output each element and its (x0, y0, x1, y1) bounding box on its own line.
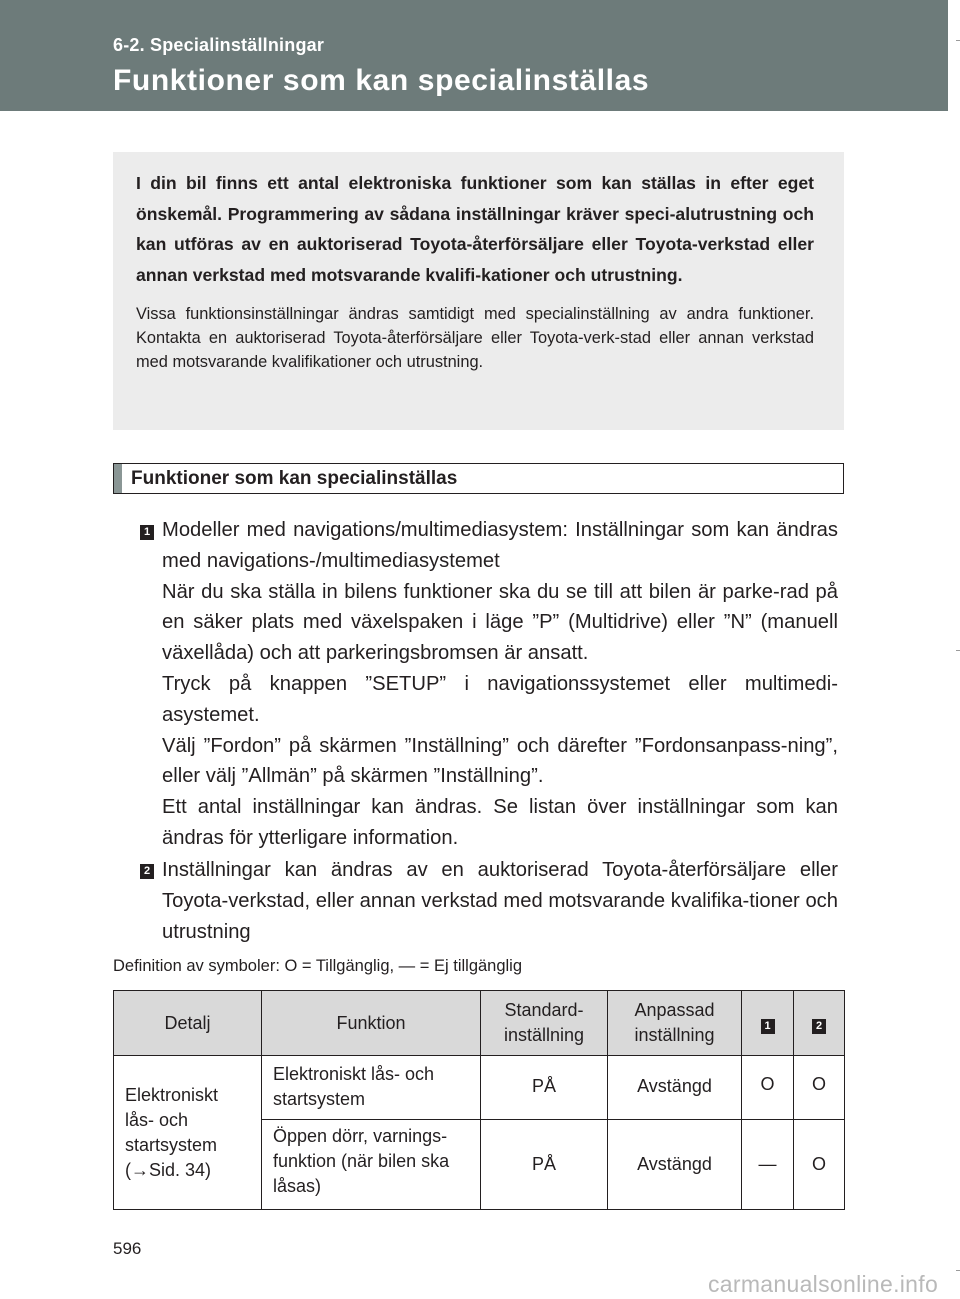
cell-custom: Avstängd (608, 1120, 742, 1210)
cell-col-1: O (742, 1056, 794, 1120)
cell-function: Öppen dörr, varnings-funktion (när bilen ska låsas) (262, 1120, 481, 1210)
cell-function: Elektroniskt lås- och startsystem (262, 1056, 481, 1120)
trim-mark (956, 650, 960, 651)
trim-mark (956, 1270, 960, 1271)
header-function: Funktion (262, 991, 481, 1056)
cell-detail: Elektroniskt lås- och startsystem (→Sid. 34) (114, 1056, 262, 1210)
table-row (114, 1056, 845, 1120)
section-heading (113, 463, 844, 494)
cell-standard: PÅ (481, 1120, 608, 1210)
cell-col-1: — (742, 1120, 794, 1210)
cell-standard: PÅ (481, 1056, 608, 1120)
item-number-badge: 1 (140, 525, 154, 540)
section-heading-text: Funktioner som kan specialinställas (131, 468, 458, 489)
list-item-navigation (162, 515, 838, 854)
watermark: carmanualsonline.info (708, 1271, 939, 1297)
cell-custom: Avstängd (608, 1056, 742, 1120)
symbol-definition: Definition av symboler: O = Tillgänglig, — = Ej tillgänglig (113, 957, 523, 975)
number-badge: 2 (812, 1019, 826, 1034)
item-paragraph: Ett antal inställningar kan ändras. Se listan över inställningar som kan ändras för ytterligare information. (162, 796, 838, 849)
intro-note-text: Vissa funktionsinställningar ändras samtidigt med specialinställning av andra funktioner. Kontakta en auktoriserad Toyota-återförsäljare eller Toyota-verk-stad eller annan verkstad med motsvarande kvalifikationer och utrustning. (136, 305, 814, 371)
item-paragraph: Tryck på knappen ”SETUP” i navigationssystemet eller multimedi-asystemet. (162, 672, 838, 726)
header-custom: Anpassad inställning (608, 991, 742, 1056)
item-number-badge: 2 (140, 864, 154, 879)
header-detail: Detalj (114, 991, 262, 1056)
settings-table (113, 990, 845, 1210)
cell-col-2: O (794, 1120, 845, 1210)
section-label: 6-2. Specialinställningar (113, 35, 325, 55)
heading-bar (114, 464, 122, 493)
item-paragraph: När du ska ställa in bilens funktioner ska du se till att bilen är parke-rad på en säker plats med växelspaken i läge ”P” (Multidrive) eller ”N” (manuell växellåda) och att parkeringsbromsen är ansatt. (162, 580, 838, 665)
item-paragraph: Välj ”Fordon” på skärmen ”Inställning” och därefter ”Fordonsanpass-ning”, eller välj ”Allmän” på skärmen ”Inställning”. (162, 734, 838, 788)
item-paragraph: Inställningar kan ändras av en auktoriserad Toyota-återförsäljare eller Toyota-verkstad, eller annan verkstad med motsvarande kvalifika-tioner och utrustning (162, 859, 838, 943)
page-number: 596 (113, 1239, 142, 1258)
list-item-dealer (162, 855, 838, 947)
cell-col-2: O (794, 1056, 845, 1120)
page-title: Funktioner som kan specialinställas (113, 64, 650, 97)
header-standard: Standard-inställning (481, 991, 608, 1056)
header-col-2 (794, 991, 845, 1056)
table-header-row (114, 991, 845, 1056)
intro-bold-text: I din bil finns ett antal elektroniska funktioner som kan ställas in efter eget önskemål. Programmering av sådana inställningar kräver speci-alutrustning och kan utföras av en auktoriserad Toyota-återförsäljare eller Toyota-verkstad eller annan verkstad med motsvarande kvalifi-kationer och utrustning. (136, 173, 814, 285)
trim-mark (956, 40, 960, 41)
header-col-1 (742, 991, 794, 1056)
chapter-header (0, 0, 948, 111)
number-badge: 1 (761, 1019, 775, 1034)
intro-box (113, 152, 844, 430)
item-paragraph: Modeller med navigations/multimediasystem: Inställningar som kan ändras med navigations-/multimediasystemet (162, 519, 838, 572)
